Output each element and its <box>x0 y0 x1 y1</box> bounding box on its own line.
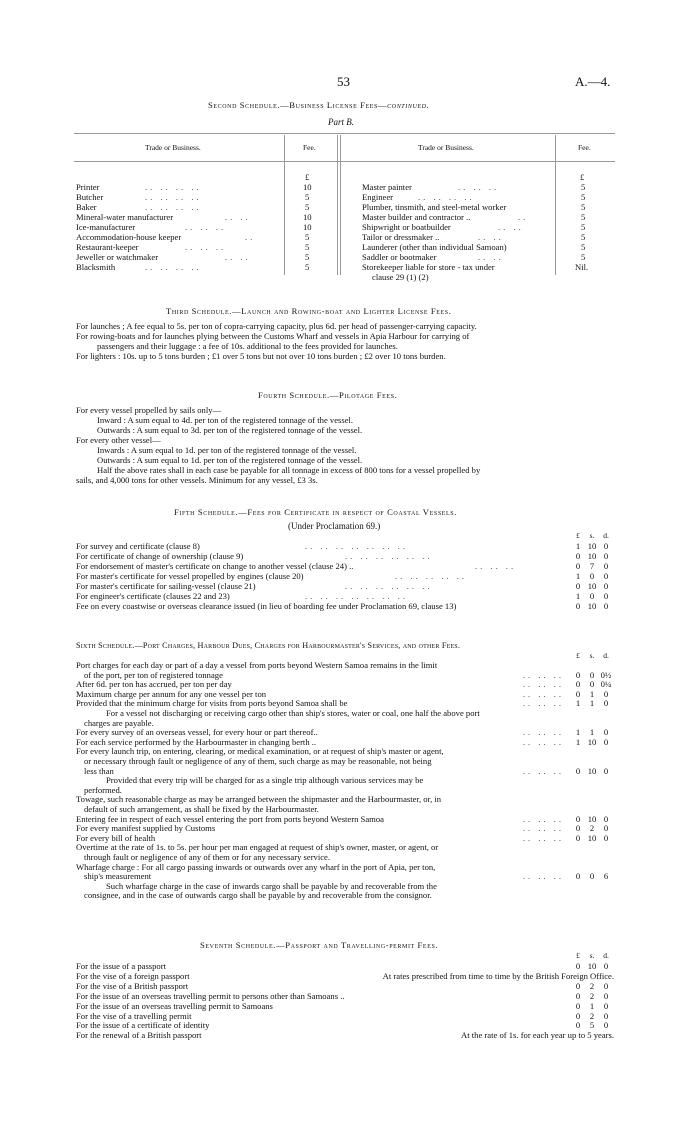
leader-dots: .. .. <box>478 232 504 242</box>
trade-fee: 5 <box>581 182 586 192</box>
trade-name: Launderer (other than individual Samoan) <box>362 242 507 252</box>
passport-fee-text: For the issue of a passport <box>76 961 166 971</box>
charge-line-text: After 6d. per ton has accrued, per ton per day <box>76 679 232 690</box>
fee-amount: 0 10 0 <box>575 551 609 561</box>
leader-dots: .. .. .. <box>522 832 564 843</box>
fourth-schedule-line: Outwards : A sum equal to 1d. per ton of the registered tonnage of the vessel. <box>97 455 363 465</box>
trade-name: Baker <box>76 202 97 212</box>
passport-fee-amount: 0 1 0 <box>575 1000 609 1011</box>
charge-amount: 0 10 0 <box>575 765 609 776</box>
fourth-schedule-line: Inward : A sum equal to 4d. per ton of the registered tonnage of the vessel. <box>97 415 354 425</box>
leader-dots: .. .. .. <box>522 688 564 699</box>
leader-dots: .. .. .. .. .. .. <box>345 581 433 591</box>
third-schedule-line: For launches ; A fee equal to 5s. per ton of copra-carrying capacity, plus 6d. per head of passenger-carrying capacity. <box>76 321 477 331</box>
charge-amount: 0 10 0 <box>575 813 609 824</box>
trade-fee: 5 <box>305 242 310 252</box>
charge-amount: 1 1 0 <box>575 727 609 738</box>
trade-fee: 5 <box>581 192 586 202</box>
passport-fee-text: For the vise of a travelling permit <box>76 1010 192 1021</box>
fee-row-text: For engineer's certificate (clauses 22 and 23) <box>76 591 230 601</box>
trade-fee: 5 <box>305 252 310 262</box>
fee-amount: 0 7 0 <box>575 561 609 571</box>
leader-dots: .. .. .. <box>522 871 564 882</box>
passport-fee-text: For the vise of a foreign passport <box>76 970 190 981</box>
trade-name: Master painter <box>362 182 412 192</box>
charge-line-text: Provided that every trip will be charged for as a single trip although various services may be <box>106 775 424 786</box>
table-col-rule-1 <box>284 135 285 275</box>
charge-line-text: For every bill of health <box>76 832 156 843</box>
third-schedule-line: For lighters : 10s. up to 5 tons burden ; £1 over 5 tons but not over 10 tons burden ; £2 over 10 tons burden. <box>76 351 446 361</box>
fee-row-text: For endorsement of master's certificate on change to another vessel (clause 24) .. <box>76 561 354 571</box>
charge-amount: 0 0 0¼ <box>575 679 612 690</box>
fee-amount: 1 0 0 <box>575 591 609 601</box>
third-schedule-line: For rowing-boats and for launches plying between the Customs Wharf and vessels in Apia Harbour for carrying of <box>76 331 470 341</box>
trade-fee: 10 <box>303 212 312 222</box>
trade-fee: 5 <box>305 262 310 272</box>
passport-fee-amount: 0 2 0 <box>575 1010 609 1021</box>
leader-dots: .. <box>518 212 529 222</box>
trade-fee: 10 <box>303 182 312 192</box>
leader-dots: .. .. .. .. .. .. .. <box>305 591 408 601</box>
fifth-schedule-column-header: £ s. d. <box>576 531 609 540</box>
charge-line-text: Port charges for each day or part of a day a vessel from ports beyond Western Samoa remains in the limit <box>76 660 438 670</box>
seventh-schedule-title: Seventh Schedule.—Passport and Travelling-permit Fees. <box>200 940 439 950</box>
leader-dots: .. .. .. .. <box>145 192 202 202</box>
charge-line-text: Maximum charge per annum for any one vessel per ton <box>76 688 267 699</box>
table-top-rule <box>74 133 615 134</box>
col-header-trade-right: Trade or Business. <box>418 143 474 152</box>
page-reference: A.—4. <box>575 74 611 89</box>
trade-fee: 10 <box>303 222 312 232</box>
fee-amount: 1 0 0 <box>575 571 609 581</box>
leader-dots: .. .. .. .. .. .. <box>345 551 433 561</box>
table-col-rule-2b <box>340 135 341 275</box>
charge-line-text: For every launch trip, on entering, clearing, or medical examination, or at request of ship's master or agent, <box>76 746 444 757</box>
charge-line-text: Such wharfage charge in the case of inwards cargo shall be payable by and recoverable from the <box>106 880 437 891</box>
third-schedule-title: Third Schedule.—Launch and Rowing-boat and Lighter License Fees. <box>166 306 452 316</box>
charge-line-text: or necessary through fault or negligence of any of them, such charge as may be reasonable, not being <box>84 756 432 766</box>
charge-line-text: performed. <box>84 784 122 795</box>
pound-symbol-right: £ <box>580 172 585 182</box>
fourth-schedule-line: Outwards : A sum equal to 3d. per ton of the registered tonnage of the vessel. <box>97 425 363 435</box>
trade-name: clause 29 (1) (2) <box>372 272 429 282</box>
charge-line-text: of the port, per ton of registered tonnage <box>84 669 223 680</box>
fee-row-text: Fee on every coastwise or overseas clearance issued (in lieu of boarding fee under Proclamation 69, clause 13) <box>76 601 457 611</box>
trade-fee: 5 <box>305 232 310 242</box>
charge-amount: 1 1 0 <box>575 698 609 709</box>
passport-fee-note: At rates prescribed from time to time by the British Foreign Office. <box>382 970 614 981</box>
leader-dots: .. <box>245 232 256 242</box>
second-schedule-title: Second Schedule.—Business License Fees—continued. <box>208 100 430 110</box>
leader-dots: .. .. <box>225 212 251 222</box>
charge-line-text: For every survey of an overseas vessel, for every hour or part thereof.. <box>76 727 318 738</box>
leader-dots: .. .. <box>225 252 251 262</box>
trade-name: Saddler or bootmaker <box>362 252 437 262</box>
charge-line-text: Wharfage charge : For all cargo passing inwards or outwards over any wharf in the port of Apia, per ton, <box>76 861 436 872</box>
charge-amount: 0 1 0 <box>575 688 609 699</box>
charge-line-text: Provided that the minimum charge for visits from ports beyond Samoa shall be <box>76 698 348 709</box>
leader-dots: .. .. .. <box>522 765 564 776</box>
leader-dots: .. .. .. <box>522 698 564 709</box>
fee-amount: 1 10 0 <box>575 541 609 551</box>
leader-dots: .. .. .. <box>475 561 517 571</box>
trade-fee: 5 <box>581 242 586 252</box>
table-col-rule-3 <box>555 135 556 275</box>
charge-line-text: less than <box>84 765 114 776</box>
trade-fee: Nil. <box>575 262 589 272</box>
charge-line-text: For every manifest supplied by Customs <box>76 823 216 834</box>
passport-fee-text: For the issue of an overseas travelling permit to persons other than Samoans .. <box>76 990 345 1001</box>
col-header-trade-left: Trade or Business. <box>145 143 201 152</box>
trade-name: Mineral-water manufacturer <box>76 212 174 222</box>
fee-row-text: For master's certificate for sailing-vessel (clause 21) <box>76 581 256 591</box>
passport-fee-amount: 0 5 0 <box>575 1020 609 1031</box>
passport-fee-amount: 0 2 0 <box>575 990 609 1001</box>
trade-name: Master builder and contractor .. <box>362 212 471 222</box>
trade-name: Tailor or dressmaker .. <box>362 232 440 242</box>
trade-fee: 5 <box>581 232 586 242</box>
trade-name: Storekeeper liable for store - tax under <box>362 262 495 272</box>
charge-line-text: through fault or negligence of any of them or for any necessary service. <box>84 852 331 862</box>
part-label: Part B. <box>328 117 354 127</box>
charge-line-text: Towage, such reasonable charge as may be arranged between the shipmaster and the Harbourmaster, or, in <box>76 794 442 805</box>
leader-dots: .. .. .. <box>522 813 564 824</box>
charge-line-text: For a vessel not discharging or receiving cargo other than ship's stores, water or coal, one half the above port <box>106 708 480 718</box>
fifth-schedule-subtitle: (Under Proclamation 69.) <box>288 521 381 531</box>
leader-dots: .. .. .. <box>185 222 227 232</box>
leader-dots: .. .. .. <box>522 727 564 738</box>
leader-dots: .. .. .. <box>522 823 564 834</box>
col-header-fee-left: Fee. <box>303 143 316 152</box>
charge-line-text: charges are payable. <box>84 717 154 728</box>
charge-amount: 0 10 0 <box>575 832 609 843</box>
trade-fee: 5 <box>581 222 586 232</box>
leader-dots: .. .. .. <box>522 669 564 680</box>
charge-line-text: Entering fee in respect of each vessel entering the port from ports beyond Western Samoa <box>76 813 384 824</box>
trade-name: Engineer <box>362 192 394 202</box>
trade-name: Blacksmith <box>76 262 116 272</box>
charge-amount: 0 0 6 <box>575 871 609 882</box>
leader-dots: .. .. <box>498 222 524 232</box>
fee-row-text: For certificate of change of ownership (clause 9) <box>76 551 244 561</box>
trade-name: Printer <box>76 182 100 192</box>
leader-dots: .. .. .. .. <box>145 182 202 192</box>
seventh-schedule-column-header: £ s. d. <box>576 951 609 960</box>
leader-dots: .. .. <box>478 252 504 262</box>
passport-fee-text: For the vise of a British passport <box>76 980 189 991</box>
sixth-schedule-title: Sixth Schedule.—Port Charges, Harbour Dues, Charges for Harbourmaster's Services, and other Fees. <box>76 641 461 650</box>
leader-dots: .. .. .. <box>522 736 564 747</box>
fourth-schedule-line: For every other vessel— <box>76 435 161 445</box>
passport-fee-text: For the issue of a certificate of identity <box>76 1020 210 1031</box>
page-number: 53 <box>337 74 350 89</box>
trade-name: Ice-manufacturer <box>76 222 136 232</box>
fourth-schedule-line: sails, and 4,000 tons for other vessels. Minimum for any vessel, £3 3s. <box>76 475 318 485</box>
charge-line-text: Overtime at the rate of 1s. to 5s. per hour per man engaged at request of ship's owner, master, or agent, or <box>76 842 439 853</box>
pound-symbol-left: £ <box>305 172 310 182</box>
sixth-schedule-column-header: £ s. d. <box>576 651 609 660</box>
fee-amount: 0 10 0 <box>575 581 609 591</box>
passport-fee-text: For the issue of an overseas travelling permit to Samoans <box>76 1000 273 1011</box>
trade-name: Plumber, tinsmith, and steel-metal worker <box>362 202 507 212</box>
trade-fee: 5 <box>581 212 586 222</box>
charge-line-text: consignee, and in the case of outwards cargo shall be payable by and recoverable from the consignor. <box>84 890 432 901</box>
passport-fee-text: For the renewal of a British passport <box>76 1030 202 1041</box>
table-col-rule-2 <box>337 135 338 275</box>
leader-dots: .. .. .. .. .. .. .. <box>305 541 408 551</box>
leader-dots: .. .. .. .. <box>418 192 475 202</box>
third-schedule-line: passengers and their luggage : a fee of 10s. additional to the fees provided for launches. <box>97 341 398 351</box>
trade-fee: 5 <box>581 202 586 212</box>
charge-amount: 0 2 0 <box>575 823 609 834</box>
fee-row-text: For survey and certificate (clause 8) <box>76 541 200 551</box>
leader-dots: .. .. .. <box>522 679 564 690</box>
trade-name: Jeweller or watchmaker <box>76 252 159 262</box>
fourth-schedule-title: Fourth Schedule.—Pilotage Fees. <box>258 390 398 400</box>
trade-name: Accommodation-house keeper <box>76 232 182 242</box>
charge-line-text: For each service performed by the Harbourmaster in changing berth .. <box>76 736 317 747</box>
fee-row-text: For master's certificate for vessel propelled by engines (clause 20) <box>76 571 304 581</box>
charge-line-text: ship's measurement <box>84 871 152 882</box>
fourth-schedule-line: Inwards : A sum equal to 1d. per ton of the registered tonnage of the vessel. <box>97 445 357 455</box>
trade-name: Restaurant-keeper <box>76 242 139 252</box>
fifth-schedule-title: Fifth Schedule.—Fees for Certificate in respect of Coastal Vessels. <box>174 507 457 517</box>
fee-amount: 0 10 0 <box>575 601 609 611</box>
fourth-schedule-line: For every vessel propelled by sails only— <box>76 405 222 415</box>
trade-fee: 5 <box>581 252 586 262</box>
passport-fee-note: At the rate of 1s. for each year up to 5 years. <box>461 1030 614 1041</box>
leader-dots: .. .. .. .. <box>145 262 202 272</box>
leader-dots: .. .. .. .. .. <box>395 571 468 581</box>
charge-line-text: default of such arrangement, as shall be fixed by the Harbourmaster. <box>84 804 319 814</box>
leader-dots: .. .. .. <box>185 242 227 252</box>
trade-fee: 5 <box>305 202 310 212</box>
table-head-rule <box>74 161 615 162</box>
trade-name: Shipwright or boatbuilder <box>362 222 451 232</box>
charge-amount: 0 0 0½ <box>575 669 612 680</box>
fourth-schedule-line: Half the above rates shall in each case be payable for all tonnage in excess of 800 tons for a vessel propelled by <box>97 465 481 475</box>
passport-fee-amount: 0 2 0 <box>575 980 609 991</box>
charge-amount: 1 10 0 <box>575 736 609 747</box>
leader-dots: .. .. .. .. <box>145 202 202 212</box>
leader-dots: .. .. .. <box>458 182 500 192</box>
passport-fee-amount: 0 10 0 <box>575 961 609 971</box>
trade-fee: 5 <box>305 192 310 202</box>
trade-name: Butcher <box>76 192 104 202</box>
col-header-fee-right: Fee. <box>578 143 591 152</box>
